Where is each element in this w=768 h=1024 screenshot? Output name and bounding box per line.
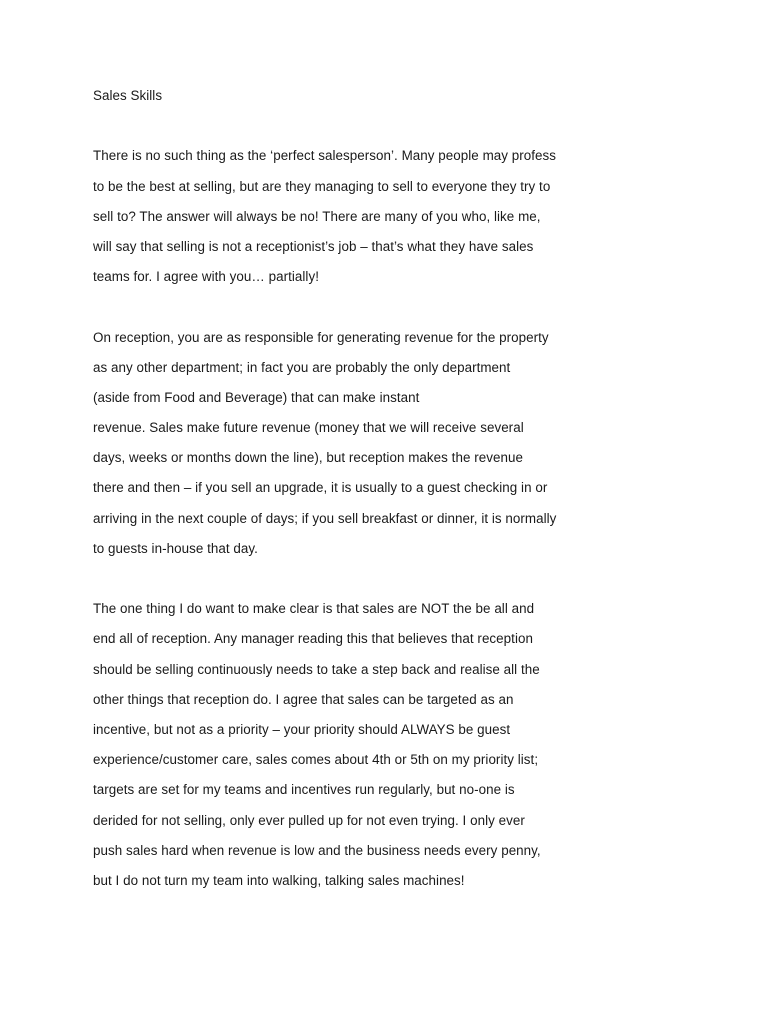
- paragraph-line: to guests in-house that day.: [93, 540, 258, 556]
- paragraph-line: The one thing I do want to make clear is that sales are NOT the be all and: [93, 601, 535, 617]
- paragraph-line: will say that selling is not a receptionist’s job – that’s what they have sales: [93, 238, 534, 254]
- paragraph-line: other things that reception do. I agree that sales can be targeted as an: [93, 691, 514, 707]
- paragraph-line: derided for not selling, only ever pulled up for not even trying. I only ever: [93, 812, 525, 828]
- paragraph-line: arriving in the next couple of days; if you sell breakfast or dinner, it is normally: [93, 510, 557, 526]
- paragraph-line: incentive, but not as a priority – your priority should ALWAYS be guest: [93, 721, 511, 737]
- paragraph-line: sell to? The answer will always be no! There are many of you who, like me,: [93, 208, 541, 224]
- paragraph-line: (aside from Food and Beverage) that can make instant: [93, 389, 420, 405]
- paragraph-line: On reception, you are as responsible for generating revenue for the property: [93, 329, 549, 345]
- paragraph-line: teams for. I agree with you… partially!: [93, 269, 319, 285]
- blank-line: [93, 116, 593, 146]
- paragraph-line: should be selling continuously needs to take a step back and realise all the: [93, 661, 540, 677]
- paragraph-1: [93, 146, 593, 297]
- paragraph-line: there and then – if you sell an upgrade, it is usually to a guest checking in or: [93, 480, 548, 496]
- blank-line: [93, 569, 593, 599]
- paragraph-line: to be the best at selling, but are they managing to sell to everyone they try to: [93, 178, 551, 194]
- paragraph-line: push sales hard when revenue is low and the business needs every penny,: [93, 842, 541, 858]
- paragraph-line: targets are set for my teams and incentives run regularly, but no-one is: [93, 782, 515, 798]
- paragraph-line: as any other department; in fact you are probably the only department: [93, 359, 511, 375]
- paragraph-line: There is no such thing as the ‘perfect salesperson’. Many people may profess: [93, 148, 557, 164]
- document-title: Sales Skills: [93, 88, 163, 103]
- paragraph-line: days, weeks or months down the line), but reception makes the revenue: [93, 450, 523, 466]
- paragraph-2: [93, 328, 593, 570]
- paragraph-line: experience/customer care, sales comes about 4th or 5th on my priority list;: [93, 752, 539, 768]
- paragraph-line: end all of reception. Any manager reading this that believes that reception: [93, 631, 533, 647]
- blank-line: [93, 297, 593, 327]
- document-body: [93, 86, 593, 901]
- paragraph-3: [93, 599, 593, 901]
- paragraph-line: but I do not turn my team into walking, talking sales machines!: [93, 872, 465, 888]
- paragraph-line: revenue. Sales make future revenue (money that we will receive several: [93, 420, 524, 436]
